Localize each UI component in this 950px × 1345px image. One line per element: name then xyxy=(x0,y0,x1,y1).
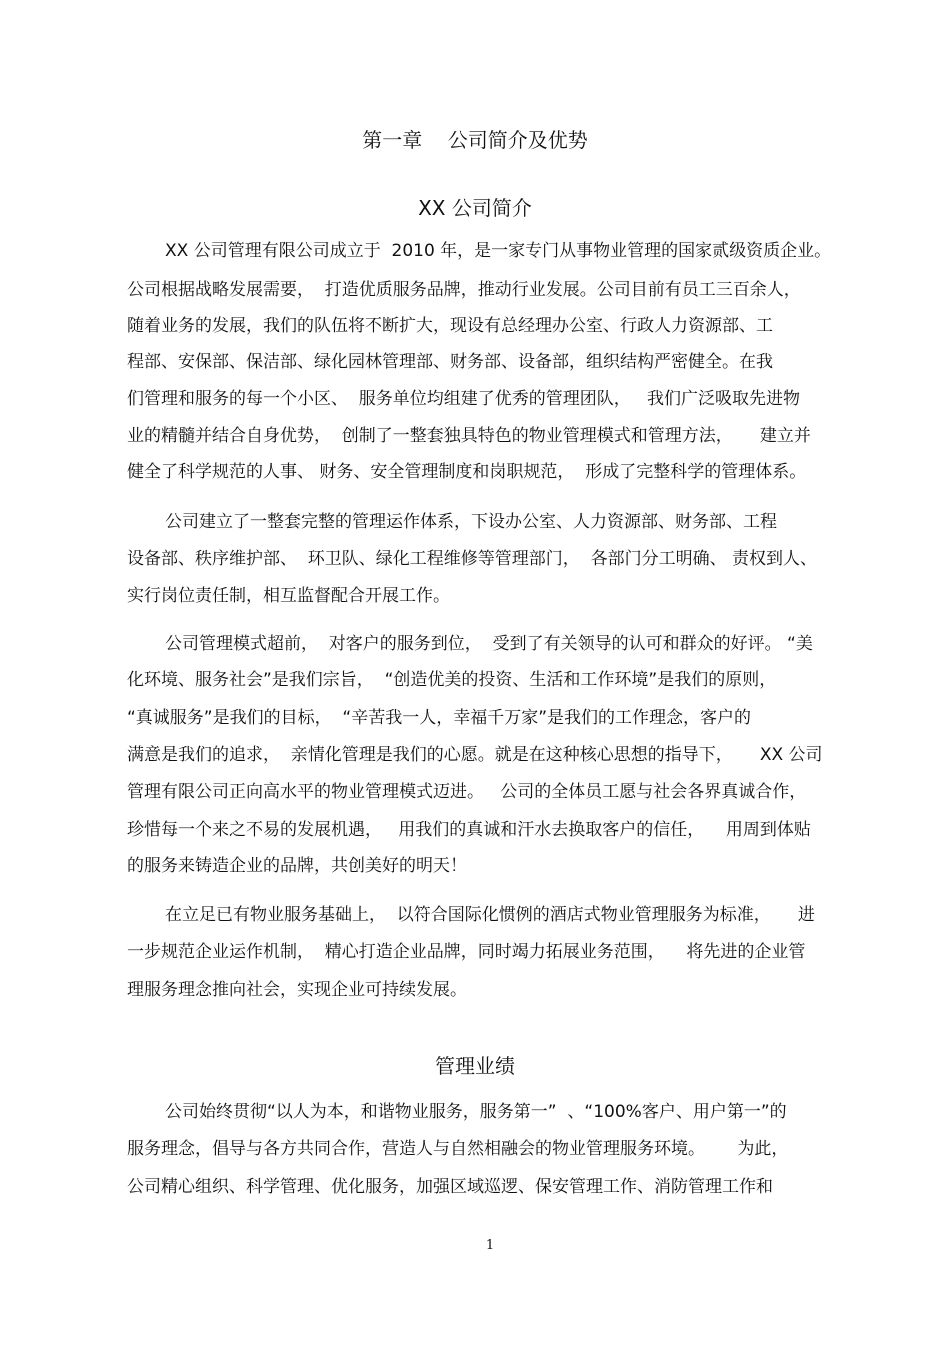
section-title-company-intro: XX 公司简介 xyxy=(418,196,532,220)
paragraph-5-line: 服务理念，倡导与各方共同合作，营造人与自然相融会的物业管理服务环境。 为此， xyxy=(127,1139,789,1159)
paragraph-1-line: 们管理和服务的每一个小区、 服务单位均组建了优秀的管理团队， 我们广泛吸取先进物 xyxy=(127,389,801,409)
paragraph-1-line: 随着业务的发展，我们的队伍将不断扩大，现设有总经理办公室、行政人力资源部、工 xyxy=(127,316,773,336)
paragraph-1-line: 业的精髓并结合自身优势， 创制了一整套独具特色的物业管理模式和管理方法， 建立并 xyxy=(127,426,811,446)
paragraph-3-line: 满意是我们的追求， 亲情化管理是我们的心愿。就是在这种核心思想的指导下， XX 公司 xyxy=(127,745,823,765)
paragraph-5-line: 公司始终贯彻“以人为本，和谐物业服务，服务第一” 、“100%客户、用户第一”的 xyxy=(165,1102,787,1122)
paragraph-3-line: 管理有限公司正向高水平的物业管理模式迈进。 公司的全体员工愿与社会各界真诚合作， xyxy=(127,782,807,802)
paragraph-1-line: XX 公司管理有限公司成立于 2010 年，是一家专门从事物业管理的国家贰级资质企业。 xyxy=(165,241,832,261)
paragraph-4-line: 一步规范企业运作机制， 精心打造企业品牌，同时竭力拓展业务范围， 将先进的企业管 xyxy=(127,942,806,962)
page-number: 1 xyxy=(485,1238,495,1253)
paragraph-4-line: 在立足已有物业服务基础上， 以符合国际化惯例的酒店式物业管理服务为标准， 进 xyxy=(165,905,815,925)
section-title-management-performance: 管理业绩 xyxy=(435,1054,515,1078)
paragraph-1-line: 程部、安保部、保洁部、绿化园林管理部、财务部、设备部，组织结构严密健全。在我 xyxy=(127,352,773,372)
paragraph-3-line: 化环境、服务社会”是我们宗旨， “创造优美的投资、生活和工作环境”是我们的原则， xyxy=(127,670,777,690)
paragraph-2-line: 公司建立了一整套完整的管理运作体系，下设办公室、人力资源部、财务部、工程 xyxy=(165,512,777,532)
paragraph-5-line: 公司精心组织、科学管理、优化服务，加强区域巡逻、保安管理工作、消防管理工作和 xyxy=(127,1177,773,1197)
paragraph-3-line: 珍惜每一个来之不易的发展机遇， 用我们的真诚和汗水去换取客户的信任， 用周到体贴 xyxy=(127,820,811,840)
paragraph-4-line: 理服务理念推向社会，实现企业可持续发展。 xyxy=(127,980,467,1000)
paragraph-2-line: 实行岗位责任制，相互监督配合开展工作。 xyxy=(127,586,450,606)
chapter-title: 第一章 公司简介及优势 xyxy=(362,128,588,152)
paragraph-3-line: “真诚服务”是我们的目标， “辛苦我一人，幸福千万家”是我们的工作理念，客户的 xyxy=(127,708,752,728)
paragraph-2-line: 设备部、秩序维护部、 环卫队、绿化工程维修等管理部门， 各部门分工明确、 责权到人、 xyxy=(127,549,818,569)
paragraph-1-line: 健全了科学规范的人事、 财务、安全管理制度和岗职规范， 形成了完整科学的管理体系。 xyxy=(127,462,807,482)
paragraph-3-line: 公司管理模式超前， 对客户的服务到位， 受到了有关领导的认可和群众的好评。 “美 xyxy=(165,634,813,654)
paragraph-3-line: 的服务来铸造企业的品牌，共创美好的明天！ xyxy=(127,856,467,876)
paragraph-1-line: 公司根据战略发展需要， 打造优质服务品牌，推动行业发展。公司目前有员工三百余人， xyxy=(127,280,801,300)
